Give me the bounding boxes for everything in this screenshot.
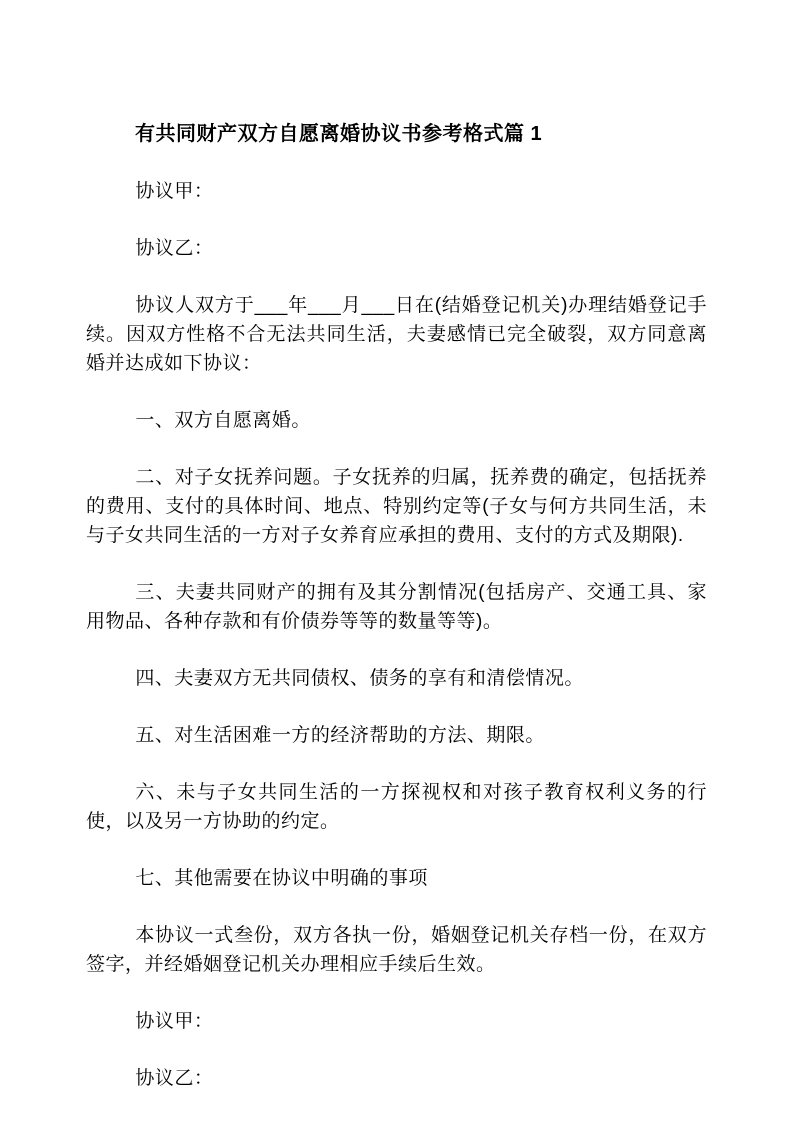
party-a-label: 协议甲： <box>135 181 214 202</box>
clause-2: 二、对子女抚养问题。子女抚养的归属，抚养费的确定，包括抚养的费用、支付的具体时间、地点、特别约定等(子女与何方共同生活，未与子女共同生活的一方对子女养育应承担的费用、支付的方式及期限). <box>86 467 707 546</box>
signature-party-b-label: 协议乙： <box>135 1068 214 1089</box>
clause-5: 五、对生活困难一方的经济帮助的方法、期限。 <box>135 725 545 746</box>
clause-6: 六、未与子女共同生活的一方探视权和对孩子教育权利义务的行使，以及另一方协助的约定。 <box>86 782 707 832</box>
closing-paragraph: 本协议一式叁份，双方各执一份，婚姻登记机关存档一份，在双方签字，并经婚姻登记机关办理相应手续后生效。 <box>86 925 707 975</box>
preamble-paragraph: 协议人双方于___年___月___日在(结婚登记机关)办理结婚登记手续。因双方性格不合无法共同生活，夫妻感情已完全破裂，双方同意离婚并达成如下协议： <box>86 295 707 374</box>
clause-7: 七、其他需要在协议中明确的事项 <box>135 868 428 889</box>
clause-3: 三、夫妻共同财产的拥有及其分割情况(包括房产、交通工具、家用物品、各种存款和有价债券等等的数量等等)。 <box>86 582 707 632</box>
clause-1: 一、双方自愿离婚。 <box>135 410 311 431</box>
party-b-label: 协议乙： <box>135 238 214 259</box>
clause-4: 四、夫妻双方无共同债权、债务的享有和清偿情况。 <box>135 668 584 689</box>
signature-party-a-label: 协议甲： <box>135 1011 214 1032</box>
document-title: 有共同财产双方自愿离婚协议书参考格式篇 1 <box>135 123 543 145</box>
